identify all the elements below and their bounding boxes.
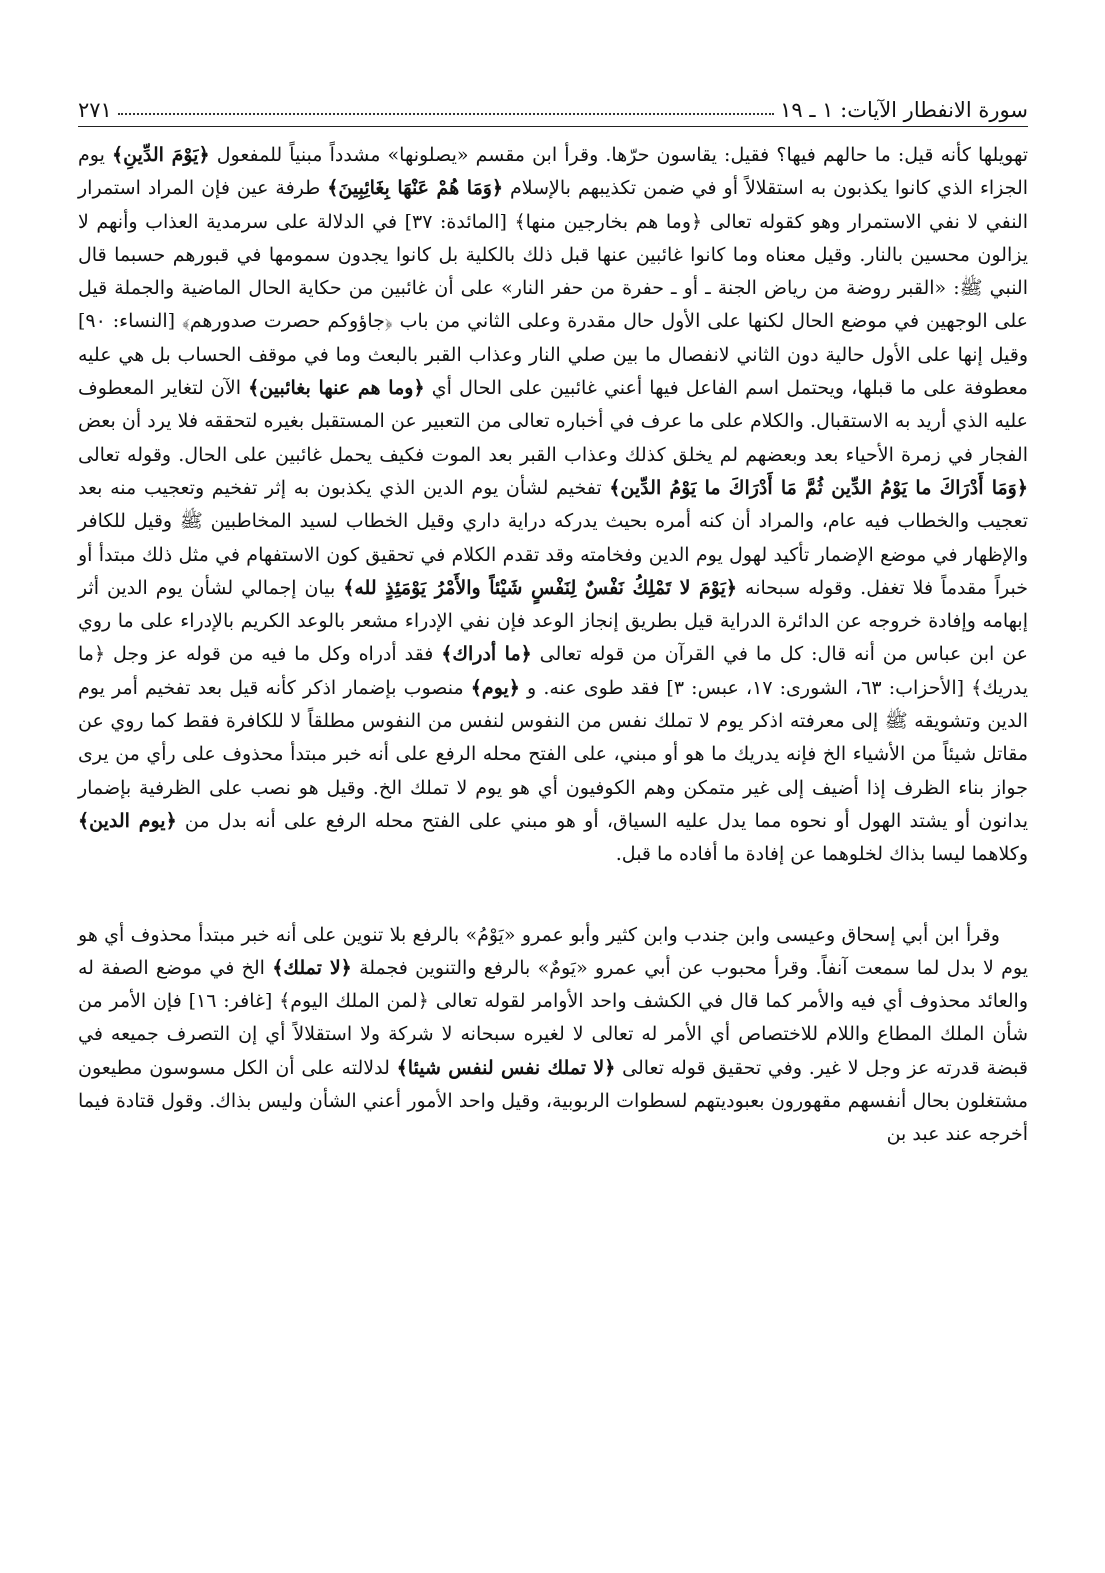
quran-quote: ﴿لا تملك نفس لنفس شيئا﴾ (396, 1056, 616, 1079)
commentary-text: طرفة عين فإن المراد استمرار النفي لا نفي الاستمرار وهو كقوله تعالى ﴿وما هم بخارجين منها﴾ [المائدة: ٣٧] في الدلالة على سرمدية العذاب وأنهم لا يزالون محسين بالنار. وقيل معناه وما كانوا غائبين عنها قبل ذلك بالكلية بل كانوا يجدون سمومها في قبورهم حسبما قال النبي ﷺ: «القبر روضة من رياض الجنة ـ أو ـ حفرة من حفر النار» على أن غائبين من حكاية الحال الماضية والجملة قيل على الوجهين في موضع الحال لكنها على الأول حال مقدرة وعلى الثاني من باب ﴿جاؤوكم حصرت صدورهم﴾ [النساء: ٩٠] وقيل إنها على الأول حالية دون الثاني لانفصال ما بين صلي النار وعذاب القبر بالبعث وما في موقف الحساب بل هي عليه معطوفة على ما قبلها، ويحتمل اسم الفاعل فيها أعني غائبين على الحال أي (78, 177, 1028, 400)
commentary-text: تفخيم لشأن يوم الدين الذي يكذبون به إثر تفخيم وتعجيب منه بعد تعجيب والخطاب فيه عام، والمراد أن كنه أمره بحيث يدركه دراية داري وقيل الخطاب لسيد المخاطبين ﷺ وقيل للكافر والإظهار في موضع الإضمار تأكيد لهول يوم الدين وفخامته وقد تقدم الكلام في تحقيق كون الاستفهام في مثل ذلك مبتدأ أو خبراً مقدماً فلا تغفل. وقوله سبحانه (78, 476, 1028, 599)
commentary-text: منصوب بإضمار اذكر كأنه قيل بعد تفخيم أمر يوم الدين وتشويقه ﷺ إلى معرفته اذكر يوم لا تملك نفس من النفوس لنفس من النفوس مطلقاً لا للكافرة فقط كما روي عن مقاتل شيئاً من الأشياء الخ فإنه يدريك ما هو أو مبني، على الفتح محله الرفع على أنه خبر مبتدأ محذوف على رأي من يرى جواز بناء الظرف إذا أضيف إلى غير متمكن وهم الكوفيون أي هو يوم لا تملك الخ. وقيل هو نصب على الظرفية بإضمار يدانون أو يشتد الهول أو نحوه مما يدل عليه السياق، أو هو مبني على الفتح محله الرفع على أنه بدل من (78, 676, 1028, 832)
body-paragraph-2 (78, 919, 1028, 1152)
commentary-text: تهويلها كأنه قيل: ما حالهم فيها؟ فقيل: يقاسون حرّها. وقرأ ابن مقسم «يصلونها» مشدداً مبنياً للمفعول (209, 144, 1028, 166)
quran-quote: ﴿ما أدراك﴾ (441, 643, 532, 666)
quran-quote: ﴿وَمَا أَدْرَاكَ ما يَوْمُ الدِّين ثُمَّ مَا أَدْرَاكَ ما يَوْمُ الدِّين﴾ (609, 476, 1028, 499)
quran-quote: ﴿يَوْمَ لا تَمْلِكُ نَفْسٌ لِنَفْسٍ شَيْئاً والأَمْرُ يَوْمَئِذٍ لله﴾ (343, 576, 738, 599)
page-number: ٢٧١ (78, 98, 112, 122)
commentary-text: وكلاهما ليسا بذاك لخلوهما عن إفادة ما أفاده ما قبل. (615, 843, 1028, 866)
quran-quote: ﴿يَوْمَ الدِّينِ﴾ (111, 144, 210, 166)
commentary-text: يوم الجزاء الذي كانوا يكذبون به استقلالاً أو في ضمن تكذيبهم بالإسلام (78, 144, 1029, 200)
quran-quote: ﴿وَمَا هُمْ عَنْهَا بِغَائِبِينَ﴾ (327, 177, 504, 200)
commentary-text: فقد أدراه وكل ما فيه من قوله عز وجل ﴿ما يدريك﴾ [الأحزاب: ٦٣، الشورى: ١٧، عبس: ٣] فقد طوى عنه. و (78, 643, 1029, 699)
quran-quote: ﴿لا تملك﴾ (272, 956, 352, 979)
header-dotted-leader (118, 113, 774, 115)
chapter-title: سورة الانفطار الآيات: ١ ـ ١٩ (780, 98, 1028, 122)
commentary-text: الآن لتغاير المعطوف عليه الذي أريد به الاستقبال. والكلام على ما عرف في أخباره تعالى من التعبير عن المستقبل بغيره لتحققه فلا يرد أن بعض الفجار في زمرة الأحياء بعد وبعضهم لم يخلق كذلك وعذاب القبر بعد الموت فكيف يحمل غائبين على الحال. وقوله تعالى (78, 377, 1028, 466)
quran-quote: ﴿يوم الدين﴾ (78, 809, 177, 832)
quran-quote: ﴿يوم﴾ (470, 676, 520, 699)
commentary-text: لدلالته على أن الكل مسوسون مطيعون مشتغلون بحال أنفسهم مقهورون بعبوديتهم لسطوات الربوبية، وقيل واحد الأمور أعني الشأن وليس بذاك. وقول قتادة فيما أخرجه عند عبد بن (78, 1056, 1028, 1146)
commentary-text: الخ في موضع الصفة له والعائد محذوف أي فيه والأمر كما قال في الكشف واحد الأوامر لقوله تعالى ﴿لمن الملك اليوم﴾ [غافر: ١٦] فإن الأمر من شأن الملك المطاع واللام للاختصاص أي الأمر له تعالى لا لغيره سبحانه لا شركة ولا استقلالاً أي إن التصرف جميعه في قبضة قدرته عز وجل لا غير. وفي تحقيق قوله تعالى (78, 956, 1028, 1079)
commentary-text: وقرأ ابن أبي إسحاق وعيسى وابن جندب وابن كثير وأبو عمرو «يَوْمُ» بالرفع بلا تنوين على أنه خبر مبتدأ محذوف أي هو يوم لا بدل لما سمعت آنفاً. وقرأ محبوب عن أبي عمرو «يَومٌ» بالرفع والتنوين فجملة (78, 923, 1028, 979)
commentary-text: بيان إجمالي لشأن يوم الدين أثر إبهامه وإفادة خروجه عن الدائرة الدراية قيل بطريق إنجاز الوعد فإن نفي الإدراء مشعر بالوعد الكريم بالإدراء على ما روي عن ابن عباس من أنه قال: كل ما في القرآن من قوله تعالى (78, 576, 1029, 666)
running-header (78, 86, 1028, 127)
body-paragraph-1 (78, 139, 1028, 872)
book-page (78, 86, 1028, 1152)
quran-quote: ﴿وما هم عنها بغائبين﴾ (248, 377, 425, 400)
